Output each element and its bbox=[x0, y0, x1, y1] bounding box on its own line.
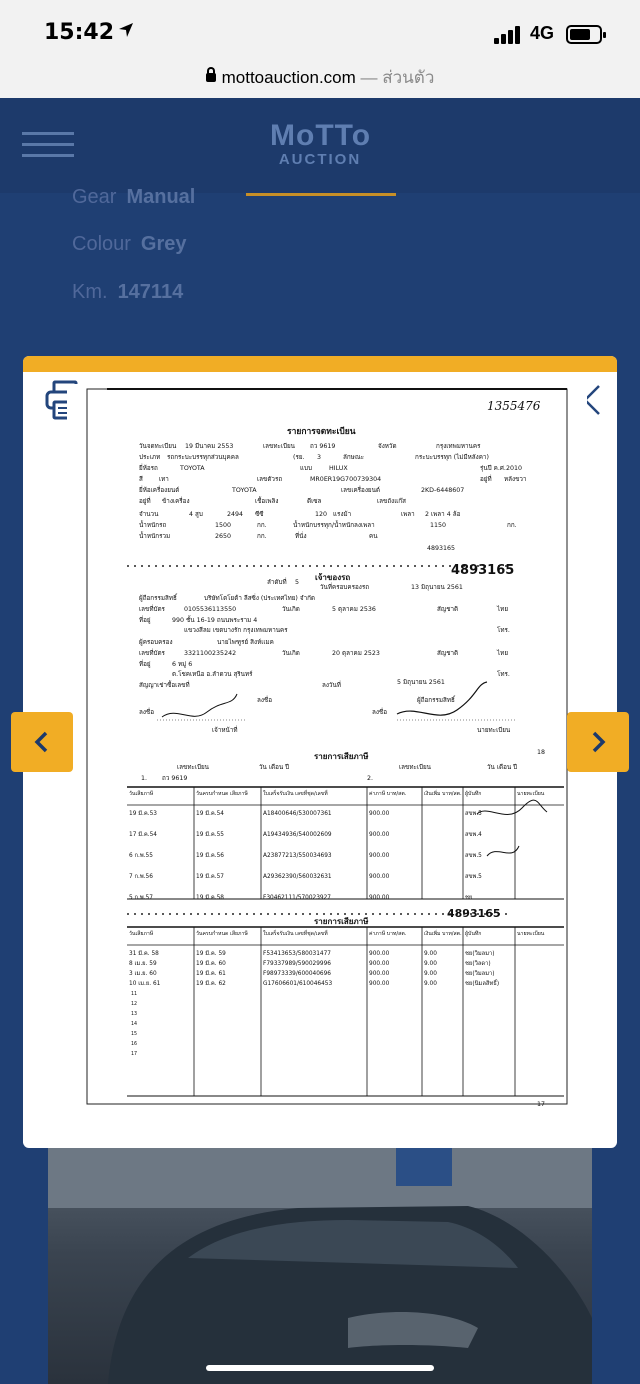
engine-brand: TOYOTA bbox=[232, 487, 257, 494]
row-number: 13 bbox=[131, 1012, 138, 1017]
tax-cell: 7 ก.พ.56 bbox=[129, 874, 153, 880]
tax-header-cell: เงินเพิ่ม บาท/สต. bbox=[424, 791, 462, 797]
motto-auction-logo[interactable] bbox=[270, 120, 370, 168]
seats-label: ที่นั่ง bbox=[295, 533, 307, 540]
tax-cell: 19 มี.ค. 61 bbox=[196, 971, 226, 977]
tax-cell: 900.00 bbox=[369, 832, 390, 838]
tax-cell: 19 มี.ค.58 bbox=[196, 895, 224, 901]
fuel: ดีเซล bbox=[307, 498, 322, 505]
private-label: — ส่วนตัว bbox=[360, 68, 435, 87]
owner-addr1: 990 ชั้น 16-19 ถนนพระราม 4 bbox=[172, 617, 258, 624]
tax-cell: A19434936/540002609 bbox=[263, 832, 332, 838]
chassis: MR0ER19G700739304 bbox=[310, 476, 382, 483]
total-label: น้ำหนักรวม bbox=[139, 533, 171, 540]
owner-addr2: แขวงสีลม เขตบางรัก กรุงเทพมหานคร bbox=[184, 627, 288, 634]
tax-table-2 bbox=[127, 927, 564, 1096]
cellular-signal-icon bbox=[494, 26, 522, 44]
gas-label: เลขถังแก๊ส bbox=[377, 498, 406, 505]
header-divider bbox=[246, 193, 396, 196]
tax-header-cell: ผู้บันทึก bbox=[465, 791, 482, 797]
logo-subtext: AUCTION bbox=[278, 151, 362, 168]
poss-addr1: 6 หมู่ 6 bbox=[172, 661, 193, 668]
total: 2650 bbox=[215, 533, 232, 540]
tax-cell: 5 ก.พ.57 bbox=[129, 895, 153, 901]
page-18: 18 bbox=[537, 749, 546, 756]
owner-nation: ไทย bbox=[497, 606, 509, 613]
car-silhouette-icon bbox=[48, 1148, 592, 1384]
gear-value: Manual bbox=[126, 186, 196, 208]
km-label: Km. bbox=[72, 281, 108, 303]
tax-cell: 900.00 bbox=[369, 951, 390, 957]
hp-label: แรงม้า bbox=[333, 511, 352, 518]
style-label: ลักษณะ bbox=[343, 454, 365, 461]
own-date-label: วันที่ครอบครองรถ bbox=[320, 584, 370, 591]
km-field bbox=[72, 281, 183, 304]
poss-tel-label: โทร. bbox=[497, 671, 510, 678]
engine-no-label: เลขเครื่องยนต์ bbox=[341, 487, 381, 494]
poss-nation-label: สัญชาติ bbox=[437, 650, 459, 657]
tax-cell: 900.00 bbox=[369, 971, 390, 977]
cyl: 4 สูบ bbox=[189, 511, 203, 518]
own-date: 13 มิถุนายน 2561 bbox=[411, 584, 463, 591]
seq-label: ลำดับที่ bbox=[267, 579, 287, 586]
tax-cell: 8 เม.ย. 59 bbox=[129, 961, 157, 967]
owner-birth-label: วันเกิด bbox=[282, 606, 300, 613]
seats-unit: คน bbox=[369, 533, 378, 540]
tax-header-cell: ค่าภาษี บาท/สต. bbox=[369, 931, 407, 937]
tax-cell: 9.00 bbox=[424, 971, 437, 977]
poss-birth: 20 ตุลาคม 2523 bbox=[332, 650, 380, 657]
colour-doc: เทา bbox=[159, 476, 169, 483]
tax-cell: 900.00 bbox=[369, 961, 390, 967]
type: รถกระบะบรรทุกส่วนบุคคล bbox=[167, 454, 239, 461]
tax-header-cell: วันเสียภาษี bbox=[129, 931, 154, 937]
colour-value: Grey bbox=[140, 233, 187, 255]
tax-cell: 17 มี.ค.54 bbox=[129, 832, 157, 838]
model-label: แบบ bbox=[300, 465, 313, 472]
tax-cell: 19 มี.ค. 60 bbox=[196, 961, 226, 967]
plate: ถว 9619 bbox=[310, 443, 336, 450]
reg-date-label: วันจดทะเบียน bbox=[139, 443, 177, 450]
location-arrow-icon bbox=[118, 22, 134, 43]
tax-title-1: รายการเสียภาษี bbox=[314, 752, 369, 761]
clock: 15:42 bbox=[44, 20, 115, 45]
tax-cell: 10 เม.ย. 61 bbox=[129, 981, 161, 987]
poss-nation: ไทย bbox=[497, 650, 509, 657]
plate-label: เลขทะเบียน bbox=[263, 443, 295, 450]
tax-cell: ชย(วิมลมา) bbox=[465, 971, 495, 977]
next-button[interactable] bbox=[567, 712, 629, 772]
owner-label: ผู้ถือกรรมสิทธิ์ bbox=[139, 595, 177, 602]
tax-cell: สขพ.5 bbox=[465, 874, 482, 880]
possessor: นายไพฑูรย์ สิงห์เเมค bbox=[217, 639, 274, 646]
tax-cell: 6 ก.พ.55 bbox=[129, 853, 153, 859]
sign-label-2: ลงชื่อ bbox=[257, 697, 272, 704]
network-type: 4G bbox=[530, 23, 555, 43]
contract-date: 5 มิถุนายน 2561 bbox=[397, 679, 445, 686]
tax-cell: 19 มี.ค.57 bbox=[196, 874, 224, 880]
tax-row1-plate: ถว 9619 bbox=[162, 775, 188, 782]
tax-header-cell: ผู้บันทึก bbox=[465, 931, 482, 937]
row-number: 15 bbox=[131, 1032, 138, 1037]
reg-date: 19 มีนาคม 2553 bbox=[185, 443, 234, 450]
engine-no: 2KD-6448607 bbox=[421, 487, 465, 494]
menu-icon[interactable] bbox=[22, 132, 74, 156]
car-photo bbox=[48, 1148, 592, 1384]
km-value: 147114 bbox=[117, 281, 184, 303]
document-svg bbox=[67, 384, 587, 1124]
cc-label: ซีซี bbox=[255, 511, 264, 518]
colour-label: Colour bbox=[72, 233, 131, 255]
date-col-1: วัน เดือน ปี bbox=[259, 764, 290, 771]
hp: 120 bbox=[315, 511, 328, 518]
tax-header-cell: วันครบกำหนด เสียภาษี bbox=[196, 791, 248, 797]
weight: 1500 bbox=[215, 522, 232, 529]
tax-cell: 19 มี.ค.54 bbox=[196, 811, 224, 817]
type-label: ประเภท bbox=[139, 454, 161, 461]
doc-title: รายการจดทะเบียน bbox=[287, 427, 356, 437]
tax-cell: สขพ.5 bbox=[465, 853, 482, 859]
doc-no: 4893165 bbox=[427, 545, 456, 552]
owner-id: 0105536113550 bbox=[184, 606, 237, 613]
tax-row1-no: 1. bbox=[141, 775, 148, 782]
sign-label-3: ลงชื่อ bbox=[372, 709, 387, 716]
registrar-label: นายทะเบียน bbox=[477, 727, 511, 734]
tax-cell: 900.00 bbox=[369, 895, 390, 901]
model: HILUX bbox=[329, 465, 348, 472]
tax-cell: A29362390/560032631 bbox=[263, 874, 332, 880]
plate-col-1: เลขทะเบียน bbox=[177, 764, 209, 771]
seq: 5 bbox=[295, 579, 300, 586]
colour-label-doc: สี bbox=[139, 476, 143, 483]
tax-header-cell: ใบเสร็จรับเงิน เลขที่ชุด/เลขที่ bbox=[263, 931, 328, 937]
document-viewer-modal bbox=[23, 356, 617, 1148]
weight-label: น้ำหนักรถ bbox=[139, 522, 167, 529]
kg-unit-2: กก. bbox=[507, 522, 517, 529]
modal-top-bar bbox=[23, 356, 617, 372]
tax-cell: 900.00 bbox=[369, 981, 390, 987]
tax-cell: G17606601/610046453 bbox=[263, 981, 333, 987]
model-year-label: รุ่นปี ค.ศ. bbox=[480, 465, 506, 472]
province: กรุงเทพมหานคร bbox=[436, 443, 481, 450]
owner-tel-label: โทร. bbox=[497, 627, 510, 634]
doc-no-large: 4893165 bbox=[451, 563, 515, 578]
tax-table-1 bbox=[127, 787, 564, 901]
poss-id: 3321100235242 bbox=[184, 650, 237, 657]
tax-header-cell: ใบเสร็จรับเงิน เลขที่ชุด/เลขที่ bbox=[263, 791, 328, 797]
colour-field bbox=[72, 233, 187, 256]
tax-cell: A18400646/530007361 bbox=[263, 811, 332, 817]
date-col-2: วัน เดือน ปี bbox=[487, 764, 518, 771]
logo-text: MoTTo bbox=[270, 119, 372, 152]
tax-header-cell: วันเสียภาษี bbox=[129, 791, 154, 797]
tax-cell: F98973339/600040696 bbox=[263, 971, 331, 977]
tax-header-cell: ค่าภาษี บาท/สต. bbox=[369, 791, 407, 797]
engine-pos: ข้างเครื่อง bbox=[162, 498, 190, 505]
tax-cell: 900.00 bbox=[369, 811, 390, 817]
gear-label: Gear bbox=[72, 186, 117, 208]
tax-cell: 9.00 bbox=[424, 961, 437, 967]
chassis-label: เลขตัวรถ bbox=[257, 476, 283, 483]
owner-sign-label: ผู้ถือกรรมสิทธิ์ bbox=[417, 697, 455, 704]
tax-cell: 9.00 bbox=[424, 951, 437, 957]
owner-title: เจ้าของรถ bbox=[315, 573, 351, 582]
tax-cell: F53413653/580031477 bbox=[263, 951, 331, 957]
status-bar bbox=[0, 0, 640, 58]
tax-header-cell: นายทะเบียน bbox=[517, 791, 545, 797]
tax-cell: 9.00 bbox=[424, 981, 437, 987]
cc: 2494 bbox=[227, 511, 244, 518]
tax-header-cell: วันครบกำหนด เสียภาษี bbox=[196, 931, 248, 937]
sign-label-1: ลงชื่อ bbox=[139, 709, 154, 716]
tax-cell: สขพ.5 bbox=[465, 811, 482, 817]
cyl-label: จำนวน bbox=[139, 511, 159, 518]
brand-label: ยี่ห้อรถ bbox=[139, 465, 158, 472]
chassis-pos-label: อยู่ที่ bbox=[480, 476, 492, 483]
tax-cell: F79337989/590029996 bbox=[263, 961, 331, 967]
tax-cell: ชย(วิมลมา) bbox=[465, 951, 495, 957]
battery-icon bbox=[566, 25, 602, 44]
owner-id-label: เลขที่บัตร bbox=[139, 606, 165, 613]
tax-cell: ชย(นิมลสิทธิ์) bbox=[465, 981, 500, 987]
tax-cell: 19 มี.ค. 59 bbox=[196, 951, 226, 957]
model-year: 2010 bbox=[506, 465, 523, 472]
url-domain: mottoauction.com bbox=[221, 68, 356, 87]
page-17: 17 bbox=[537, 1101, 546, 1108]
chevron-left-icon bbox=[30, 730, 54, 754]
style: กระบะบรรทุก (ไม่มีหลังคา) bbox=[415, 454, 489, 461]
previous-button[interactable] bbox=[11, 712, 73, 772]
handwritten-number: 1355476 bbox=[487, 399, 541, 413]
tax-cell: สขพ.4 bbox=[465, 832, 482, 838]
engine-brand-label: ยี่ห้อเครื่องยนต์ bbox=[139, 487, 180, 494]
tax-cell: 31 มี.ค. 58 bbox=[129, 951, 159, 957]
tax-header-cell: เงินเพิ่ม บาท/สต. bbox=[424, 931, 462, 937]
kg-unit-1: กก. bbox=[257, 522, 267, 529]
contract-date-label: ลงวันที่ bbox=[322, 682, 341, 689]
engine-pos-label: อยู่ที่ bbox=[139, 498, 151, 505]
poss-birth-label: วันเกิด bbox=[282, 650, 300, 657]
possessor-label: ผู้ครอบครอง bbox=[139, 639, 173, 646]
poss-addr-label: ที่อยู่ bbox=[139, 661, 151, 668]
row-number: 11 bbox=[131, 992, 138, 997]
row-number: 16 bbox=[131, 1042, 138, 1047]
tax-cell: 19 มี.ค.53 bbox=[129, 811, 157, 817]
url-bar[interactable] bbox=[0, 58, 640, 98]
kg-unit-3: กก. bbox=[257, 533, 267, 540]
registration-document-scan bbox=[67, 384, 587, 1124]
tax-title-2: รายการเสียภาษี bbox=[314, 917, 369, 926]
row-number: 17 bbox=[131, 1052, 138, 1057]
fuel-label: เชื้อเพลิง bbox=[255, 498, 279, 505]
tax-header-cell: นายทะเบียน bbox=[517, 931, 545, 937]
plate-col-2: เลขทะเบียน bbox=[399, 764, 431, 771]
owner-birth: 5 ตุลาคม 2536 bbox=[332, 606, 376, 613]
poss-addr2: ต.โชคเหนือ อ.ลำดวน สุรินทร์ bbox=[172, 671, 253, 678]
site-header bbox=[0, 98, 640, 193]
rs: 3 bbox=[317, 454, 322, 461]
rs-label: (รย. bbox=[293, 454, 305, 461]
row-number: 12 bbox=[131, 1002, 138, 1007]
province-label: จังหวัด bbox=[378, 443, 397, 450]
poss-id-label: เลขที่บัตร bbox=[139, 650, 165, 657]
doc-no-large-2: 4893165 bbox=[447, 907, 501, 920]
tax-cell: 19 มี.ค.56 bbox=[196, 853, 224, 859]
gear-field bbox=[72, 186, 195, 209]
tax-cell: A23877213/550034693 bbox=[263, 853, 332, 859]
tax-cell: 19 มี.ค.55 bbox=[196, 832, 224, 838]
row-number: 14 bbox=[131, 1022, 138, 1027]
tax-cell: 900.00 bbox=[369, 874, 390, 880]
brand: TOYOTA bbox=[180, 465, 205, 472]
tax-cell: 900.00 bbox=[369, 853, 390, 859]
lock-icon bbox=[206, 73, 216, 82]
tax-cell: F30462111/570023927 bbox=[263, 895, 331, 901]
owner-addr-label: ที่อยู่ bbox=[139, 617, 151, 624]
officer-label: เจ้าหน้าที่ bbox=[212, 727, 238, 734]
owner-nation-label: สัญชาติ bbox=[437, 606, 459, 613]
load-label: น้ำหนักบรรทุก/น้ำหนักลงเพลา bbox=[293, 522, 375, 529]
wheel: 2 เพลา 4 ล้อ bbox=[425, 511, 461, 518]
contract-label: สัญญาเช่าซื้อเลขที่ bbox=[139, 682, 190, 689]
load: 1150 bbox=[430, 522, 447, 529]
tax-cell: ชย bbox=[465, 895, 473, 901]
home-indicator[interactable] bbox=[206, 1365, 434, 1371]
owner: บริษัทโตโยต้า ลีสซิ่ง (ประเทศไทย) จำกัด bbox=[204, 595, 316, 602]
chassis-pos: หลังขวา bbox=[504, 476, 527, 483]
tax-cell: 19 มี.ค. 62 bbox=[196, 981, 226, 987]
wheel-label: เพลา bbox=[401, 511, 415, 518]
tax-cell: ชย(วิลดา) bbox=[465, 961, 491, 967]
tax-row2-no: 2. bbox=[367, 775, 374, 782]
tax-cell: 3 เม.ย. 60 bbox=[129, 971, 157, 977]
chevron-right-icon bbox=[586, 730, 610, 754]
